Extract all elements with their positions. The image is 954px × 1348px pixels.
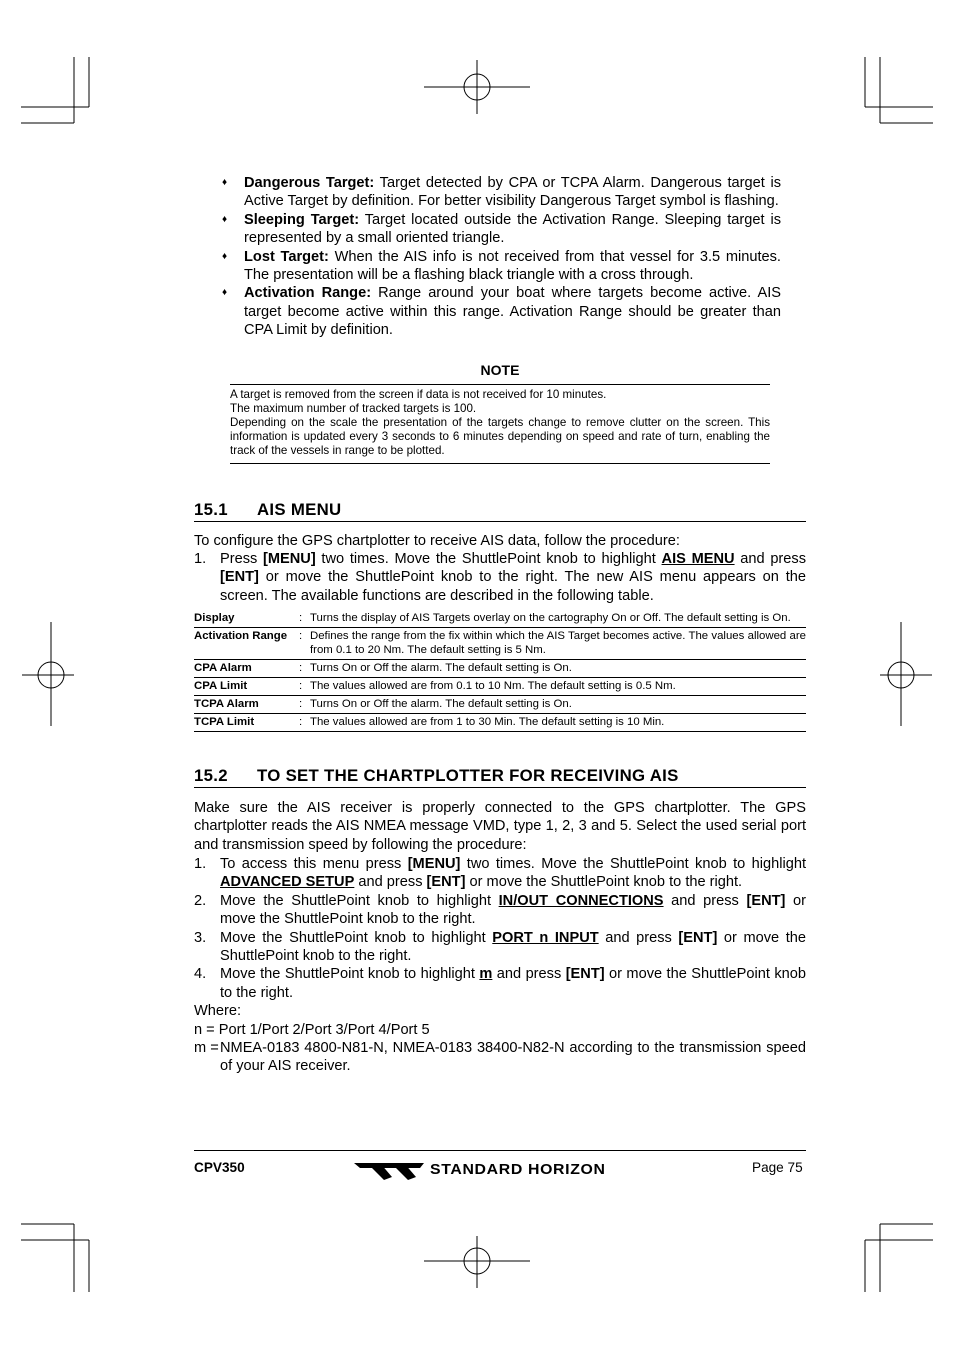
standard-horizon-logo-icon — [354, 1160, 426, 1182]
footer-model: CPV350 — [194, 1160, 245, 1175]
list-item: ♦ Lost Target: When the AIS info is not received from that vessel for 3.5 minutes. The presentation will be a flashing black triangle with a cross through. — [222, 248, 781, 284]
footer-rule — [194, 1150, 806, 1151]
table-row: TCPA Alarm : Turns On or Off the alarm. The default setting is On. — [194, 696, 806, 714]
list-item: 1. To access this menu press [MENU] two times. Move the ShuttlePoint knob to highlight ADVANCED SETUP and press [ENT] or move the ShuttlePoint knob to the right. — [194, 856, 806, 891]
table-row: CPA Limit : The values allowed are from 0.1 to 10 Nm. The default setting is 0.5 Nm. — [194, 678, 806, 696]
table-row: Activation Range : Defines the range from the fix within which the AIS Target becomes active. The values allowed are from 0.1 to 20 Nm. The default setting is 5 Nm. — [194, 628, 806, 660]
where-label: Where: — [194, 1003, 242, 1020]
page-number: Page 75 — [752, 1160, 803, 1175]
registration-mark-bottom — [424, 1236, 530, 1288]
ais-menu-table — [194, 610, 806, 732]
registration-mark-right — [880, 622, 932, 726]
list-item: 3. Move the ShuttlePoint knob to highlight PORT n INPUT and press [ENT] or move the ShuttlePoint knob to the right. — [194, 929, 806, 965]
list-item: ♦ Activation Range: Range around your boat where targets become active. AIS target become active within this range. Activation Range should be greater than CPA Limit by definition. — [222, 285, 781, 339]
target-definitions-list — [222, 174, 781, 340]
section-heading-15-1: 15.1 AIS MENU — [194, 500, 806, 522]
note-title: NOTE — [480, 362, 520, 378]
table-row: Display : Turns the display of AIS Targets overlay on the cartography On or Off. The default setting is On. — [194, 610, 806, 628]
section-heading-15-2: 15.2 TO SET THE CHARTPLOTTER FOR RECEIVING AIS — [194, 766, 806, 788]
note-line: The maximum number of tracked targets is 100. — [230, 402, 477, 415]
diamond-bullet-icon: ♦ — [222, 213, 228, 225]
list-item: 2. Move the ShuttlePoint knob to highlight IN/OUT CONNECTIONS and press [ENT] or move the ShuttlePoint knob to the right. — [194, 892, 806, 928]
list-item: 1. Press [MENU] two times. Move the ShuttlePoint knob to highlight AIS MENU and press [ENT] or move the ShuttlePoint knob to the right. The new AIS menu appears on the screen. The available functions are described in the following table. — [194, 551, 807, 604]
brand-name: STANDARD HORIZON — [430, 1162, 606, 1178]
diamond-bullet-icon: ♦ — [222, 287, 228, 299]
section2-steps — [194, 855, 806, 1076]
registration-mark-top — [424, 60, 530, 114]
list-item: ♦ Dangerous Target: Target detected by CPA or TCPA Alarm. Dangerous target is Active Target by definition. For better visibility Dangerous Target symbol is flashing. — [222, 175, 781, 210]
registration-mark-left — [22, 622, 74, 726]
section1-steps — [194, 550, 806, 605]
m-definition: m = NMEA-0183 4800-N81-N, NMEA-0183 38400-N82-N according to the transmission speed of your AIS receiver. — [194, 1040, 806, 1075]
section2-intro: Make sure the AIS receiver is properly connected to the GPS chartplotter. The GPS chartplotter reads the AIS NMEA message VMD, type 1, 2, 3 and 5. Select the used serial port and transmission speed by following the procedure: — [194, 800, 806, 853]
note-box — [230, 384, 770, 464]
diamond-bullet-icon: ♦ — [222, 177, 228, 188]
list-item: 4. Move the ShuttlePoint knob to highlight m and press [ENT] or move the ShuttlePoint knob to the right. — [194, 966, 807, 1001]
table-row: CPA Alarm : Turns On or Off the alarm. The default setting is On. — [194, 660, 806, 678]
note-line: Depending on the scale the presentation of the targets change to remove clutter on the screen. This information is updated every 3 seconds to 6 minutes depending on speed and rate of turn, enabling the track of the vessels in range to be plotted. — [230, 416, 770, 457]
table-row: TCPA Limit : The values allowed are from 1 to 30 Min. The default setting is 10 Min. — [194, 714, 806, 732]
n-definition: n = Port 1/Port 2/Port 3/Port 4/Port 5 — [194, 1021, 430, 1038]
note-line: A target is removed from the screen if data is not received for 10 minutes. — [230, 388, 607, 401]
list-item: ♦ Sleeping Target: Target located outside the Activation Range. Sleeping target is represented by a small oriented triangle. — [222, 211, 781, 247]
section1-intro: To configure the GPS chartplotter to receive AIS data, follow the procedure: — [194, 533, 680, 549]
diamond-bullet-icon: ♦ — [222, 250, 228, 262]
